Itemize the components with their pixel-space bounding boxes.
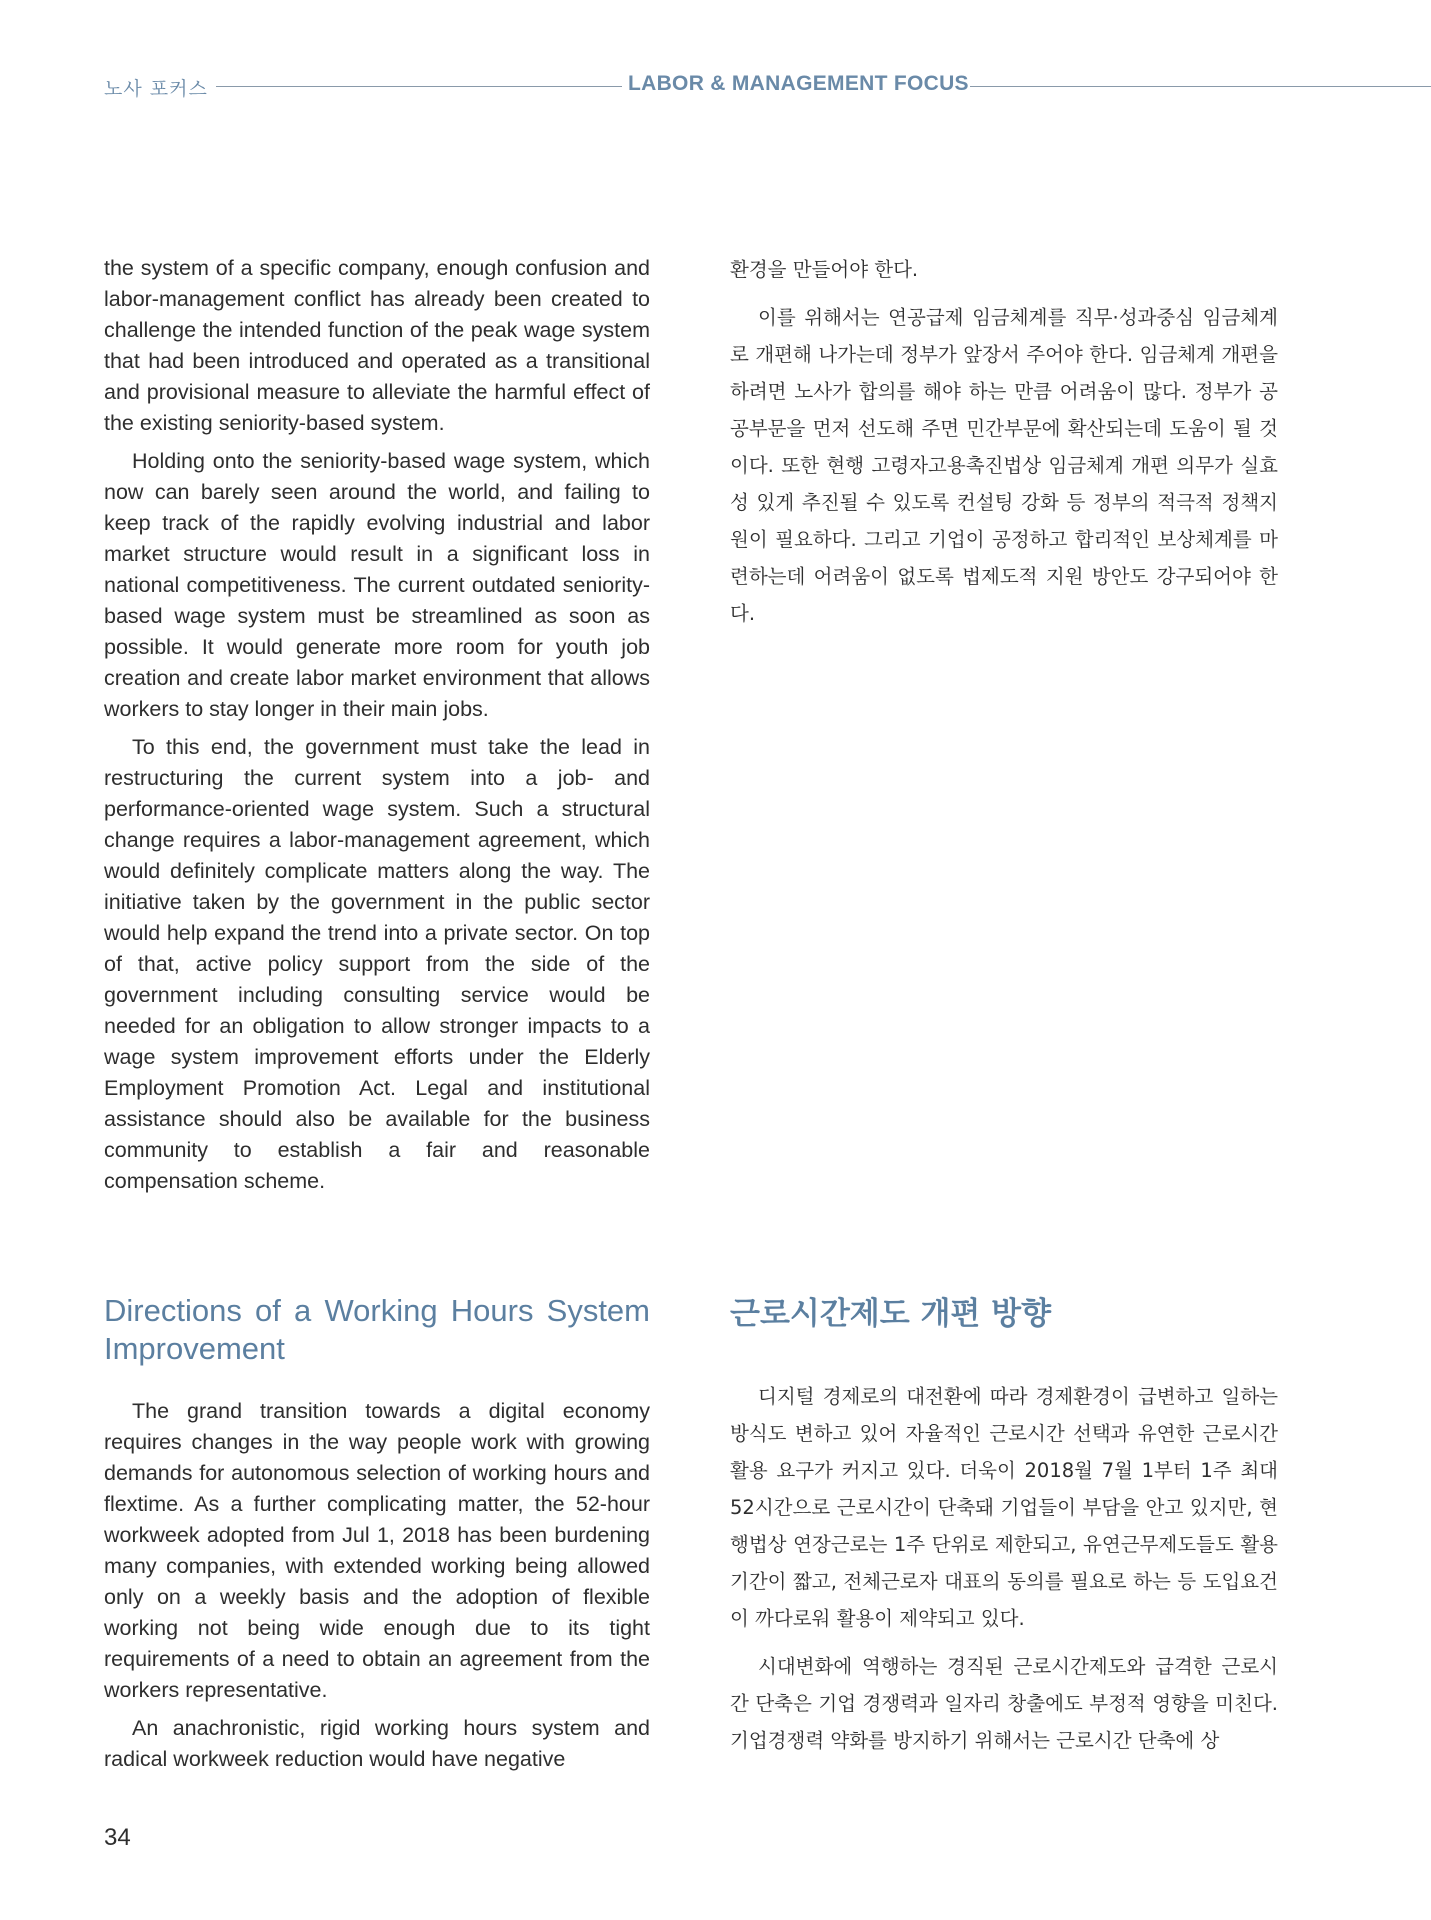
korean-column-bottom	[730, 1378, 1278, 1770]
english-paragraph: To this end, the government must take the lead in restructuring the current system into a job- and performance-oriented wage system. Such a structural change requires a labor-management agreement, which would definitely complicate matters along the way. The initiative taken by the government in the public sector would help expand the trend into a private sector. On top of that, active policy support from the side of the government including consulting service would be needed for an obligation to allow stronger impacts to a wage system improvement efforts under the Elderly Employment Promotion Act. Legal and institutional assistance should also be available for the business community to establish a fair and reasonable compensation scheme.	[104, 735, 650, 1193]
section-heading-korean: 근로시간제도 개편 방향	[730, 1296, 1052, 1332]
section-heading-english: Directions of a Working Hours System Improvement	[104, 1293, 650, 1366]
english-column-bottom	[104, 1396, 650, 1782]
section-label-korean: 노사 포커스	[104, 78, 208, 100]
section-label-english: LABOR & MANAGEMENT FOCUS	[628, 72, 969, 95]
english-paragraph: the system of a specific company, enough confusion and labor-management conflict has already been created to challenge the intended function of the peak wage system that had been introduced and operated as a transitional and provisional measure to alleviate the harmful effect of the existing seniority-based system.	[104, 256, 650, 435]
korean-paragraph: 디지털 경제로의 대전환에 따라 경제환경이 급변하고 일하는 방식도 변하고 있어 자율적인 근로시간 선택과 유연한 근로시간 활용 요구가 커지고 있다. 더욱이 2018월 7월 1부터 1주 최대 52시간으로 근로시간이 단축돼 기업들이 부담을 안고 있지만, 현행법상 연장근로는 1주 단위로 제한되고, 유연근무제도들도 활용기간이 짧고, 전체근로자 대표의 동의를 필요로 하는 등 도입요건이 까다로워 활용이 제약되고 있다.	[730, 1385, 1278, 1630]
korean-paragraph: 이를 위해서는 연공급제 임금체계를 직무·성과중심 임금체계로 개편해 나가는데 정부가 앞장서 주어야 한다. 임금체계 개편을 하려면 노사가 합의를 해야 하는 만큼 어려움이 많다. 정부가 공공부문을 먼저 선도해 주면 민간부문에 확산되는데 도움이 될 것이다. 또한 현행 고령자고용촉진법상 임금체계 개편 의무가 실효성 있게 추진될 수 있도록 컨설팅 강화 등 정부의 적극적 정책지원이 필요하다. 그리고 기업이 공정하고 합리적인 보상체계를 마련하는데 어려움이 없도록 법제도적 지원 방안도 강구되어야 한다.	[730, 306, 1278, 625]
english-paragraph: An anachronistic, rigid working hours system and radical workweek reduction would have negative	[104, 1716, 650, 1771]
page-number: 34	[104, 1824, 131, 1851]
running-header	[104, 72, 1431, 102]
korean-column-top	[730, 251, 1278, 643]
korean-paragraph: 시대변화에 역행하는 경직된 근로시간제도와 급격한 근로시간 단축은 기업 경쟁력과 일자리 창출에도 부정적 영향을 미친다. 기업경쟁력 약화를 방지하기 위해서는 근로시간 단축에 상	[730, 1655, 1278, 1752]
english-paragraph: The grand transition towards a digital economy requires changes in the way people work with growing demands for autonomous selection of working hours and flextime. As a further complicating matter, the 52-hour workweek adopted from Jul 1, 2018 has been burdening many companies, with extended working being allowed only on a weekly basis and the adoption of flexible working not being wide enough due to its tight requirements of a need to obtain an agreement from the workers representative.	[104, 1399, 650, 1702]
english-paragraph: Holding onto the seniority-based wage system, which now can barely seen around the world, and failing to keep track of the rapidly evolving industrial and labor market structure would result in a significant loss in national competitiveness. The current outdated seniority-based wage system must be streamlined as soon as possible. It would generate more room for youth job creation and create labor market environment that allows workers to stay longer in their main jobs.	[104, 449, 650, 721]
english-column-top	[104, 253, 650, 1204]
header-rule-left	[216, 86, 622, 87]
korean-paragraph: 환경을 만들어야 한다.	[730, 258, 919, 281]
header-rule-right	[970, 86, 1431, 87]
